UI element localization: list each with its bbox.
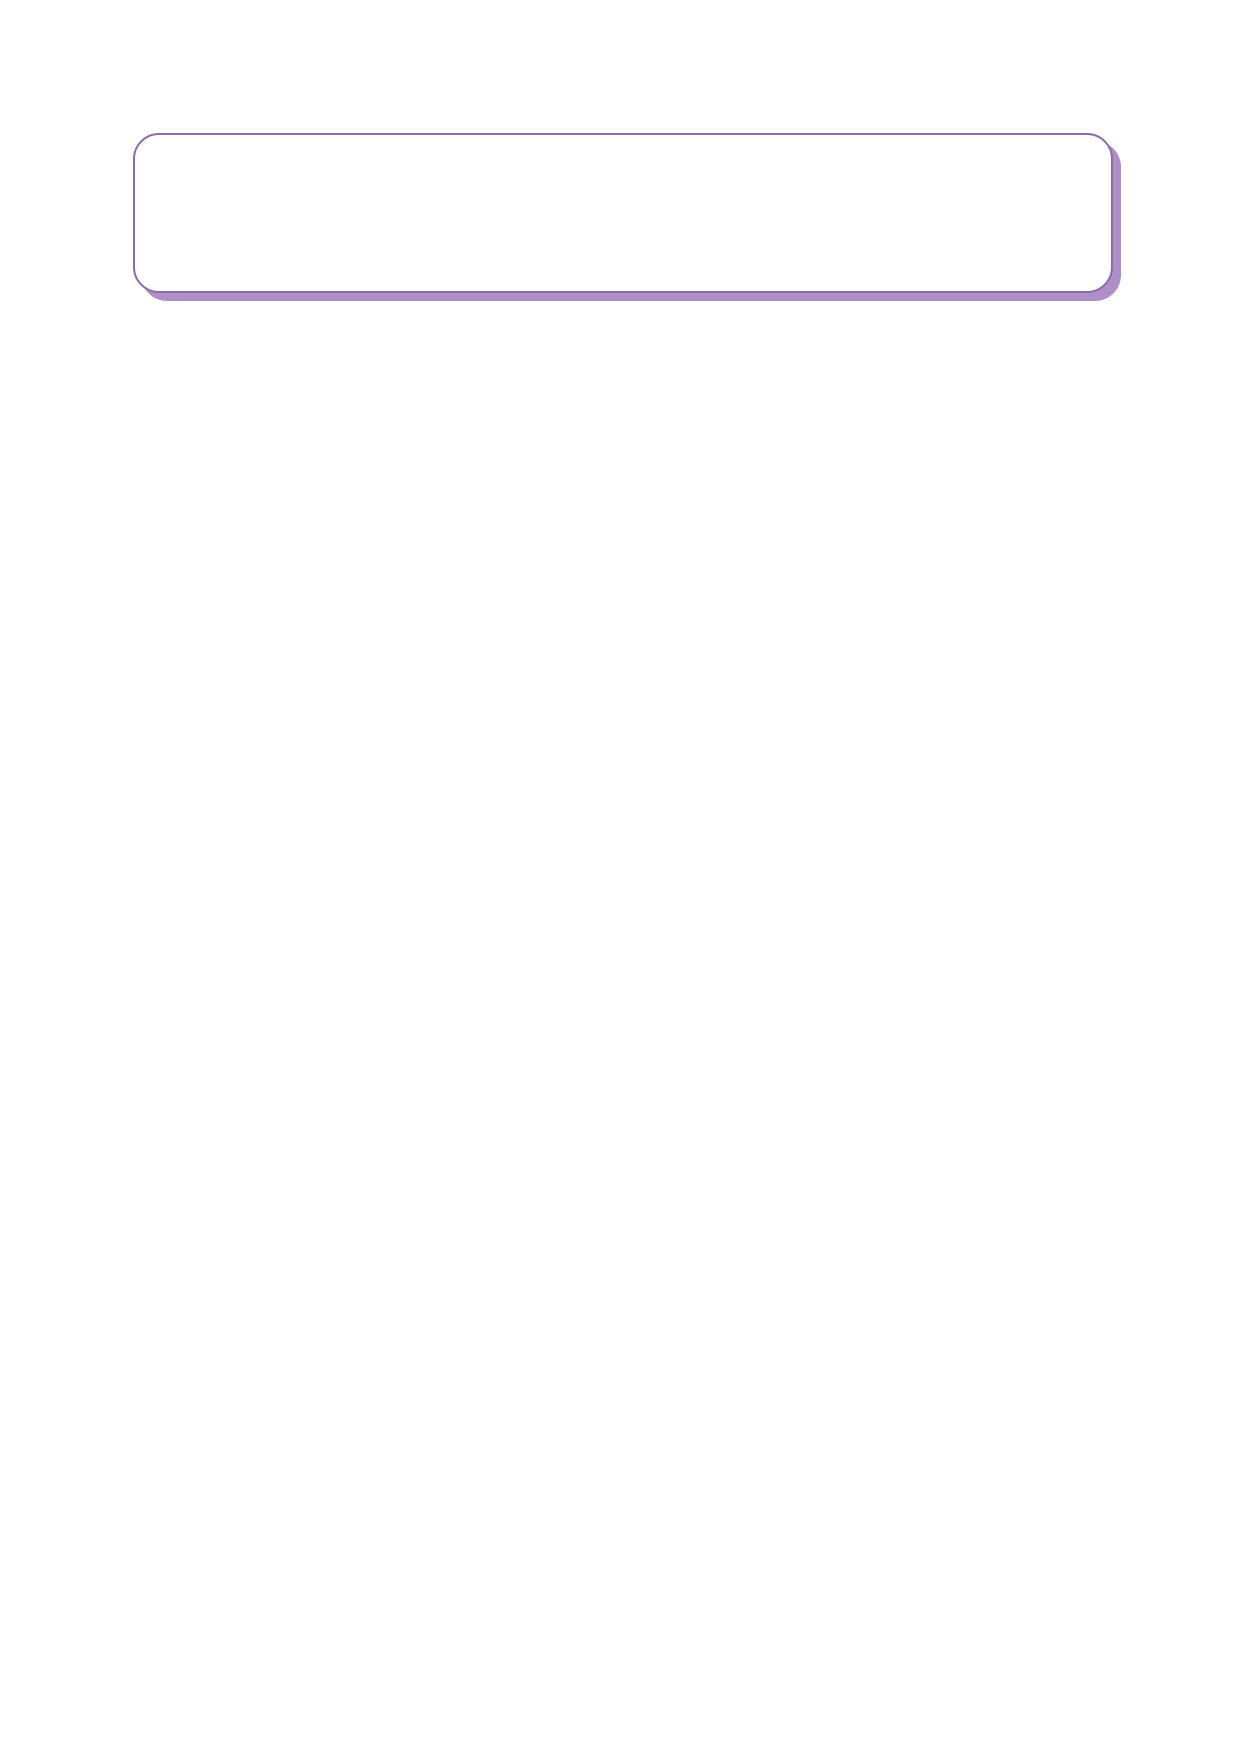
title-box — [133, 133, 1113, 293]
